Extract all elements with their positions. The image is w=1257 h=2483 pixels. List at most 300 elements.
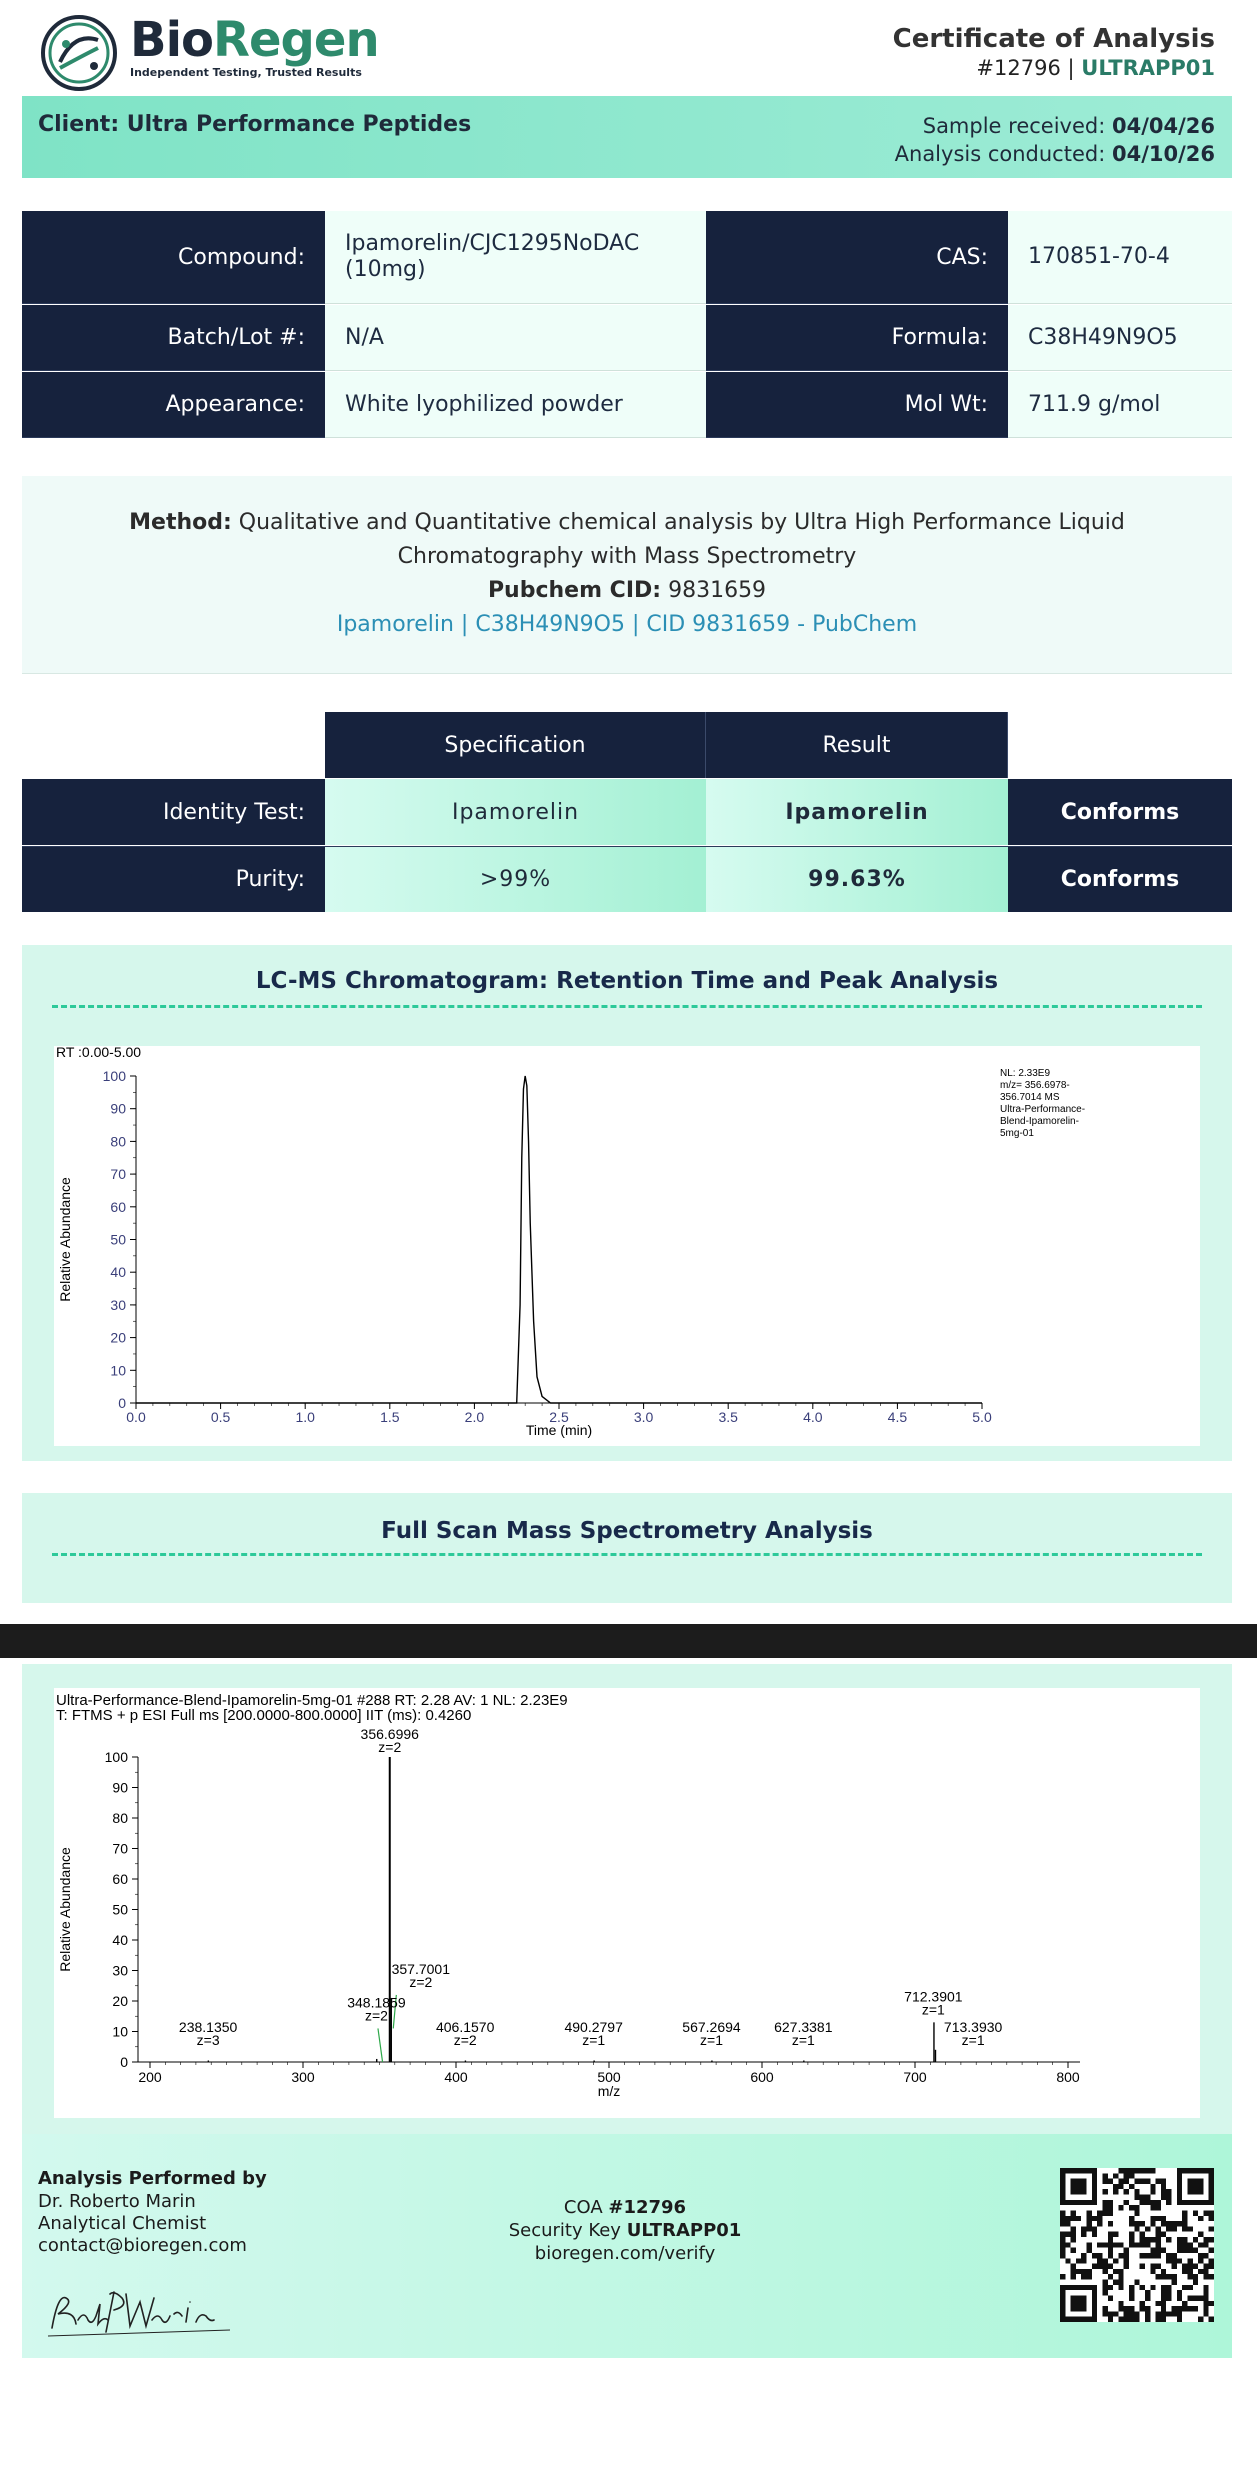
qr-module (1065, 2242, 1070, 2247)
info-row-appearance: Appearance: White lyophilized powder Mol Wt: 711.9 g/mol (22, 372, 1232, 438)
qr-module (1124, 2248, 1129, 2253)
qr-module (1060, 2248, 1065, 2253)
qr-module (1187, 2295, 1192, 2300)
qr-module (1129, 2173, 1134, 2178)
qr-module (1177, 2311, 1182, 2316)
qr-module (1150, 2269, 1155, 2274)
qr-module (1065, 2216, 1070, 2221)
qr-module (1182, 2301, 1187, 2306)
spec-column-header: Specification (325, 712, 706, 778)
qr-module (1198, 2232, 1203, 2237)
batch-value: N/A (325, 305, 706, 371)
qr-module (1172, 2306, 1177, 2311)
qr-module (1145, 2295, 1150, 2300)
qr-module (1129, 2216, 1134, 2221)
qr-module (1172, 2221, 1177, 2226)
qr-module (1071, 2264, 1076, 2269)
mass-spec-panel (22, 1493, 1232, 1603)
qr-module (1161, 2311, 1166, 2316)
qr-module (1187, 2274, 1192, 2279)
peak-label: 712.3901 (904, 1988, 963, 2005)
qr-module (1102, 2264, 1107, 2269)
qr-module (1198, 2258, 1203, 2263)
y-tick-label: 70 (112, 1840, 128, 1857)
qr-module (1150, 2285, 1155, 2290)
x-tick-label: 3.0 (633, 1409, 654, 1425)
qr-module (1071, 2210, 1076, 2215)
result-column-header: Result (706, 712, 1008, 778)
qr-module (1150, 2200, 1155, 2205)
qr-module (1102, 2200, 1107, 2205)
qr-module (1150, 2237, 1155, 2242)
qr-module (1203, 2237, 1208, 2242)
qr-module (1129, 2242, 1134, 2247)
qr-module (1166, 2189, 1171, 2194)
qr-module (1140, 2200, 1145, 2205)
qr-module (1140, 2179, 1145, 2184)
qr-module (1087, 2216, 1092, 2221)
qr-module (1060, 2216, 1065, 2221)
qr-module (1124, 2264, 1129, 2269)
qr-module (1118, 2280, 1123, 2285)
qr-module (1177, 2242, 1182, 2247)
qr-module (1108, 2179, 1113, 2184)
y-tick-label: 100 (104, 1749, 128, 1765)
qr-module (1150, 2189, 1155, 2194)
peak-charge-label: z=2 (453, 2031, 477, 2048)
qr-module (1145, 2237, 1150, 2242)
peak-label: 627.3381 (774, 2018, 833, 2035)
qr-module (1193, 2248, 1198, 2253)
qr-module (1177, 2248, 1182, 2253)
qr-module (1166, 2295, 1171, 2300)
x-tick-label: 3.5 (718, 1409, 738, 1425)
qr-module (1087, 2221, 1092, 2226)
qr-module (1060, 2221, 1065, 2226)
qr-module (1097, 2242, 1102, 2247)
y-tick-label: 10 (112, 2023, 128, 2040)
qr-module (1124, 2179, 1129, 2184)
peak-label: 357.7001 (391, 1960, 451, 1977)
qr-module (1156, 2274, 1161, 2279)
x-axis-label: Time (min) (525, 1422, 593, 1438)
qr-module (1060, 2253, 1065, 2258)
qr-module (1134, 2311, 1139, 2316)
qr-module (1193, 2280, 1198, 2285)
qr-module (1102, 2290, 1107, 2295)
brand-tagline: Independent Testing, Trusted Results (130, 66, 362, 79)
qr-module (1193, 2274, 1198, 2279)
chromatogram-info-line: Ultra-Performance- (1000, 1104, 1086, 1115)
qr-module (1113, 2232, 1118, 2237)
qr-module (1071, 2269, 1076, 2274)
method-description: Method: Qualitative and Quantitative chemical analysis by Ultra High Performance Liquid Chromatography with Mass Spectrometry Pubchem CID: 9831659 Ipamorelin | C38H49N9O5 | CID 9831659 - PubChem (60, 506, 1194, 642)
qr-module (1145, 2311, 1150, 2316)
x-tick-label: 0.0 (126, 1409, 146, 1425)
qr-module (1124, 2173, 1129, 2178)
qr-module (1129, 2221, 1134, 2226)
qr-module (1193, 2210, 1198, 2215)
peak-charge-label: z=2 (364, 2007, 388, 2024)
qr-module (1071, 2226, 1076, 2231)
qr-module (1124, 2311, 1129, 2316)
security-key: Security Key ULTRAPP01 (508, 2220, 742, 2241)
qr-module (1203, 2264, 1208, 2269)
qr-module (1156, 2264, 1161, 2269)
qr-module (1071, 2232, 1076, 2237)
qr-module (1150, 2184, 1155, 2189)
qr-module (1172, 2311, 1177, 2316)
qr-module (1108, 2264, 1113, 2269)
brand-name: BioRegen (130, 12, 379, 68)
qr-module (1145, 2317, 1150, 2322)
qr-module (1140, 2253, 1145, 2258)
qr-module (1124, 2253, 1129, 2258)
qr-code-icon[interactable] (1060, 2168, 1214, 2322)
qr-module (1166, 2221, 1171, 2226)
qr-module (1071, 2237, 1076, 2242)
qr-module (1102, 2306, 1107, 2311)
qr-module (1172, 2264, 1177, 2269)
qr-module (1097, 2210, 1102, 2215)
analyst-role: Analytical Chemist (38, 2213, 207, 2234)
qr-module (1172, 2253, 1177, 2258)
coa-number: COA #12796 (563, 2197, 687, 2218)
qr-module (1113, 2258, 1118, 2263)
divider (52, 1553, 1202, 1556)
x-axis-label: m/z (597, 2083, 621, 2099)
qr-module (1177, 2306, 1182, 2311)
qr-module (1129, 2295, 1134, 2300)
y-tick-label: 40 (112, 1932, 128, 1948)
spec-row-identity: Identity Test: Ipamorelin Ipamorelin Conforms (22, 779, 1232, 845)
qr-module (1087, 2248, 1092, 2253)
qr-module (1161, 2179, 1166, 2184)
qr-module (1129, 2285, 1134, 2290)
qr-module (1198, 2253, 1203, 2258)
qr-module (1198, 2242, 1203, 2247)
qr-module (1134, 2210, 1139, 2215)
qr-module (1161, 2306, 1166, 2311)
formula-value: C38H49N9O5 (1008, 305, 1232, 371)
chromatogram-info-line: 356.7014 MS (1000, 1092, 1060, 1103)
qr-module (1209, 2264, 1214, 2269)
qr-module (1161, 2189, 1166, 2194)
qr-module (1134, 2226, 1139, 2231)
peak-charge-label: z=1 (921, 2001, 945, 2018)
qr-module (1209, 2216, 1214, 2221)
chromatogram-chart (54, 1046, 1200, 1446)
qr-module (1108, 2285, 1113, 2290)
qr-module (1102, 2242, 1107, 2247)
qr-module (1203, 2290, 1208, 2295)
peak-charge-label: z=2 (409, 1973, 433, 1990)
qr-module (1203, 2242, 1208, 2247)
qr-module (1203, 2285, 1208, 2290)
qr-module (1113, 2269, 1118, 2274)
qr-module (1092, 2216, 1097, 2221)
qr-module (1102, 2189, 1107, 2194)
isotope-trace (378, 2028, 383, 2062)
qr-module (1108, 2317, 1113, 2322)
qr-module (1187, 2248, 1192, 2253)
peak-charge-label: z=1 (961, 2031, 985, 2048)
peak-label: 406.1570 (435, 2018, 495, 2035)
qr-module (1145, 2226, 1150, 2231)
x-tick-label: 200 (138, 2069, 162, 2085)
qr-module (1161, 2232, 1166, 2237)
qr-module (1081, 2258, 1086, 2263)
x-tick-label: 800 (1056, 2069, 1080, 2085)
qr-module (1124, 2200, 1129, 2205)
qr-module (1161, 2195, 1166, 2200)
qr-module (1182, 2264, 1187, 2269)
qr-module (1092, 2264, 1097, 2269)
appearance-value: White lyophilized powder (325, 372, 706, 438)
qr-module (1081, 2274, 1086, 2279)
divider (52, 1005, 1202, 1008)
x-tick-label: 2.0 (464, 1409, 485, 1425)
qr-module (1177, 2237, 1182, 2242)
qr-module (1118, 2274, 1123, 2279)
qr-module (1134, 2189, 1139, 2194)
qr-module (1209, 2248, 1214, 2253)
qr-module (1166, 2195, 1171, 2200)
qr-module (1140, 2237, 1145, 2242)
qr-module (1187, 2269, 1192, 2274)
qr-module (1124, 2189, 1129, 2194)
chromatogram-info-line: NL: 2.33E9 (1000, 1068, 1051, 1079)
qr-module (1129, 2290, 1134, 2295)
pubchem-link[interactable]: Ipamorelin | C38H49N9O5 | CID 9831659 - PubChem (336, 612, 918, 637)
qr-module (1129, 2205, 1134, 2210)
qr-module (1124, 2168, 1129, 2173)
peak-label: 713.3930 (943, 2018, 1003, 2035)
qr-module (1134, 2317, 1139, 2322)
qr-finder (1187, 2179, 1203, 2195)
y-tick-label: 60 (110, 1198, 126, 1215)
qr-module (1108, 2205, 1113, 2210)
qr-module (1182, 2226, 1187, 2231)
qr-module (1108, 2248, 1113, 2253)
qr-module (1108, 2242, 1113, 2247)
qr-module (1134, 2168, 1139, 2173)
info-row-compound: Compound: Ipamorelin/CJC1295NoDAC (10mg) CAS: 170851-70-4 (22, 211, 1232, 304)
qr-module (1118, 2168, 1123, 2173)
qr-module (1145, 2306, 1150, 2311)
qr-module (1140, 2242, 1145, 2247)
qr-module (1156, 2216, 1161, 2221)
qr-module (1134, 2195, 1139, 2200)
qr-module (1166, 2285, 1171, 2290)
x-tick-label: 5.0 (972, 1409, 992, 1425)
qr-module (1182, 2216, 1187, 2221)
qr-module (1156, 2253, 1161, 2258)
qr-module (1081, 2253, 1086, 2258)
qr-module (1193, 2306, 1198, 2311)
peak-charge-label: z=3 (196, 2031, 220, 2048)
qr-module (1172, 2274, 1177, 2279)
qr-module (1060, 2274, 1065, 2279)
qr-module (1076, 2216, 1081, 2221)
y-tick-label: 10 (110, 1362, 126, 1379)
peak-charge-label: z=2 (378, 1738, 402, 1755)
qr-module (1145, 2200, 1150, 2205)
qr-module (1166, 2253, 1171, 2258)
analysis-dates: Sample received: 04/04/26 Analysis conducted: 04/10/26 (894, 114, 1215, 166)
qr-module (1113, 2173, 1118, 2178)
qr-module (1145, 2242, 1150, 2247)
qr-module (1140, 2264, 1145, 2269)
qr-module (1118, 2317, 1123, 2322)
qr-module (1145, 2253, 1150, 2258)
qr-module (1203, 2274, 1208, 2279)
qr-module (1198, 2216, 1203, 2221)
qr-module (1203, 2269, 1208, 2274)
qr-module (1087, 2226, 1092, 2231)
qr-module (1102, 2258, 1107, 2263)
qr-module (1187, 2306, 1192, 2311)
qr-module (1129, 2184, 1134, 2189)
qr-module (1198, 2269, 1203, 2274)
certificate-id: #12796 | ULTRAPP01 (976, 56, 1215, 80)
y-tick-label: 90 (110, 1100, 126, 1117)
scan-header-line-2: T: FTMS + p ESI Full ms [200.0000-800.0000] IIT (ms): 0.4260 (56, 1707, 472, 1724)
qr-module (1161, 2216, 1166, 2221)
qr-module (1150, 2168, 1155, 2173)
qr-module (1087, 2274, 1092, 2279)
qr-module (1150, 2253, 1155, 2258)
qr-module (1156, 2311, 1161, 2316)
qr-module (1102, 2179, 1107, 2184)
qr-module (1145, 2195, 1150, 2200)
qr-module (1182, 2248, 1187, 2253)
y-tick-label: 80 (110, 1133, 126, 1150)
y-tick-label: 80 (112, 1810, 128, 1826)
qr-module (1182, 2242, 1187, 2247)
qr-module (1129, 2311, 1134, 2316)
qr-module (1118, 2184, 1123, 2189)
qr-module (1113, 2184, 1118, 2189)
qr-module (1134, 2280, 1139, 2285)
qr-module (1060, 2242, 1065, 2247)
y-tick-label: 20 (110, 1329, 126, 1346)
qr-module (1124, 2317, 1129, 2322)
qr-module (1177, 2221, 1182, 2226)
qr-module (1187, 2285, 1192, 2290)
qr-module (1118, 2242, 1123, 2247)
qr-module (1065, 2232, 1070, 2237)
qr-module (1187, 2242, 1192, 2247)
qr-module (1140, 2285, 1145, 2290)
qr-module (1140, 2168, 1145, 2173)
qr-module (1113, 2189, 1118, 2194)
peak-charge-label: z=1 (582, 2031, 606, 2048)
qr-module (1177, 2295, 1182, 2300)
y-tick-label: 30 (110, 1296, 126, 1313)
molwt-value: 711.9 g/mol (1008, 372, 1232, 438)
peak-label: 356.6996 (360, 1725, 419, 1742)
qr-module (1134, 2205, 1139, 2210)
x-tick-label: 500 (597, 2069, 621, 2085)
qr-module (1129, 2168, 1134, 2173)
qr-module (1108, 2221, 1113, 2226)
qr-module (1156, 2248, 1161, 2253)
qr-module (1161, 2317, 1166, 2322)
qr-module (1118, 2179, 1123, 2184)
qr-module (1182, 2237, 1187, 2242)
qr-module (1203, 2253, 1208, 2258)
qr-module (1108, 2295, 1113, 2300)
y-tick-label: 0 (120, 2054, 128, 2070)
qr-module (1092, 2232, 1097, 2237)
qr-module (1102, 2173, 1107, 2178)
qr-module (1081, 2232, 1086, 2237)
qr-module (1209, 2258, 1214, 2263)
qr-module (1071, 2248, 1076, 2253)
qr-module (1161, 2248, 1166, 2253)
qr-module (1108, 2237, 1113, 2242)
qr-module (1140, 2306, 1145, 2311)
y-tick-label: 90 (112, 1779, 128, 1796)
qr-module (1161, 2269, 1166, 2274)
qr-module (1172, 2258, 1177, 2263)
qr-module (1102, 2311, 1107, 2316)
qr-module (1209, 2210, 1214, 2215)
bioregen-logo-icon (38, 14, 120, 92)
qr-module (1113, 2311, 1118, 2316)
x-tick-label: 0.5 (210, 1409, 231, 1425)
qr-module (1145, 2168, 1150, 2173)
qr-module (1081, 2269, 1086, 2274)
analyst-heading: Analysis Performed by (38, 2168, 267, 2189)
y-tick-label: 50 (110, 1231, 126, 1248)
qr-module (1177, 2258, 1182, 2263)
qr-module (1209, 2226, 1214, 2231)
analyst-email[interactable]: contact@bioregen.com (38, 2235, 247, 2256)
x-tick-label: 1.0 (295, 1409, 315, 1425)
verify-link[interactable]: bioregen.com/verify (534, 2243, 716, 2264)
qr-module (1134, 2242, 1139, 2247)
qr-module (1161, 2290, 1166, 2295)
qr-module (1203, 2295, 1208, 2300)
qr-module (1087, 2269, 1092, 2274)
qr-module (1097, 2258, 1102, 2263)
qr-module (1198, 2317, 1203, 2322)
qr-module (1156, 2232, 1161, 2237)
y-tick-label: 30 (112, 1962, 128, 1979)
peak-label: 567.2694 (682, 2018, 741, 2035)
qr-module (1124, 2258, 1129, 2263)
analyst-name: Dr. Roberto Marin (38, 2191, 196, 2212)
qr-module (1177, 2290, 1182, 2295)
qr-module (1150, 2248, 1155, 2253)
qr-module (1166, 2237, 1171, 2242)
peak-label: 490.2797 (564, 2018, 623, 2035)
qr-module (1161, 2301, 1166, 2306)
qr-module (1108, 2232, 1113, 2237)
qr-module (1140, 2221, 1145, 2226)
qr-module (1129, 2237, 1134, 2242)
qr-module (1166, 2311, 1171, 2316)
qr-module (1166, 2200, 1171, 2205)
qr-module (1156, 2205, 1161, 2210)
peak-charge-label: z=1 (791, 2031, 815, 2048)
qr-module (1134, 2179, 1139, 2184)
qr-module (1065, 2258, 1070, 2263)
qr-module (1108, 2274, 1113, 2279)
signature-icon (44, 2280, 234, 2340)
